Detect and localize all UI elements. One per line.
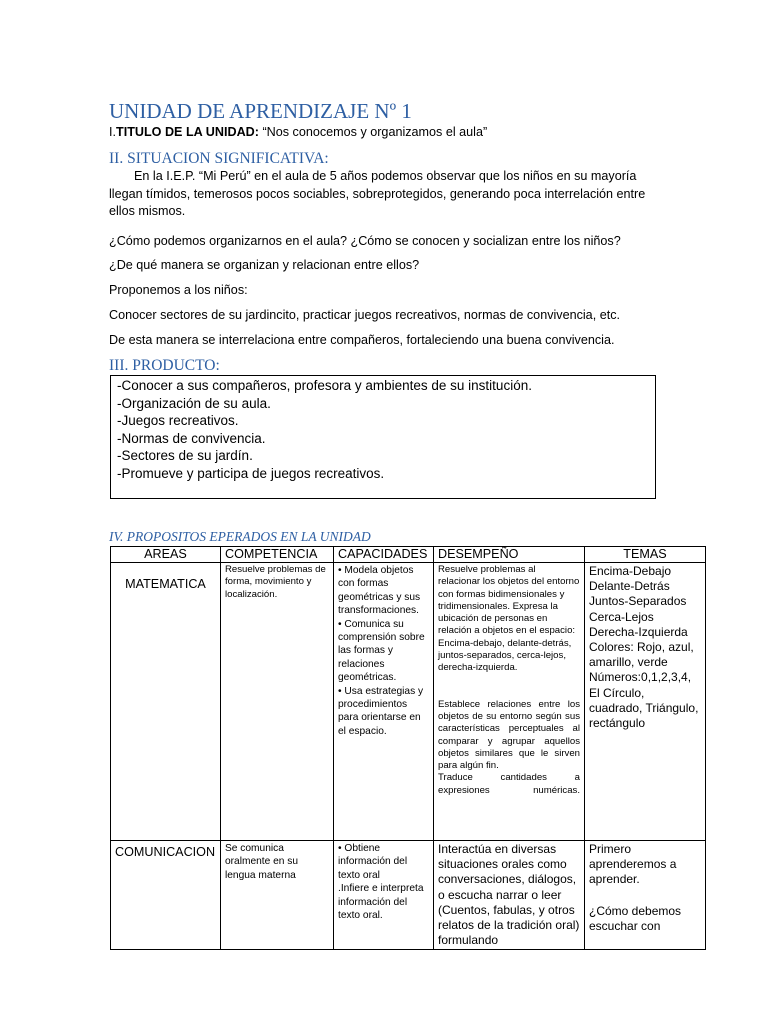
situacion-proposal: Conocer sectores de su jardincito, practicar juegos recreativos, normas de convivencia, etc. — [109, 308, 620, 322]
desempeno-cell: Interactúa en diversas situaciones orales como conversaciones, diálogos, o escucha narrar o leer (Cuentos, fabulas, y otros relatos de la tradición oral) formulando — [434, 841, 585, 950]
competencia-cell: Se comunica oralmente en su lengua materna — [221, 841, 334, 950]
subtitle-label: TITULO DE LA UNIDAD: — [116, 125, 259, 139]
capacidad-item: • Modela objetos con formas geométricas y sus transformaciones. — [338, 565, 421, 617]
competencia-cell: Resuelve problemas de forma, movimiento y localización. — [221, 563, 334, 841]
tema-item: Derecha-Izquierda — [589, 624, 688, 639]
producto-item: -Promueve y participa de juegos recreativos. — [117, 465, 385, 481]
situacion-paragraph — [109, 168, 669, 221]
capacidad-item: .Infiere e interpreta información del texto oral. — [338, 883, 424, 922]
producto-item: -Sectores de su jardín. — [117, 448, 253, 464]
section-heading-propositos: IV. PROPOSITOS EPERADOS EN LA UNIDAD — [109, 529, 371, 544]
tema-item: Colores: Rojo, azul, amarillo, verde — [589, 640, 694, 670]
tema-item: Encima-Debajo — [589, 564, 672, 578]
producto-item: -Organización de su aula. — [117, 395, 271, 411]
temas-cell — [585, 563, 706, 841]
situacion-question-2: ¿De qué manera se organizan y relacionan entre ellos? — [109, 258, 420, 272]
unit-subtitle — [109, 125, 487, 139]
unit-title: UNIDAD DE APRENDIZAJE Nº 1 — [109, 99, 412, 123]
situacion-body-text: En la I.E.P. “Mi Perú” en el aula de 5 años podemos observar que los niños en su mayoría llegan tímidos, temerosos pocos sociables, sobreprotegidos, generando poca interrelación entre ellos mismos. — [109, 169, 646, 218]
situacion-question-1: ¿Cómo podemos organizarnos en el aula? ¿Cómo se conocen y socializan entre los niños? — [109, 234, 621, 248]
subtitle-prefix: I. — [109, 125, 116, 139]
propositos-table — [110, 546, 706, 950]
tema-item: Primero aprenderemos a aprender. — [589, 842, 677, 887]
producto-box — [110, 375, 656, 499]
desempeno-text: Traduce cantidades a expresiones numéricas. — [438, 772, 580, 796]
table-row — [111, 841, 706, 950]
desempeno-cell — [434, 563, 585, 841]
tema-item: El Círculo, cuadrado, Triángulo, rectángulo — [589, 685, 699, 731]
tema-item: Números:0,1,2,3,4, — [589, 670, 692, 685]
tema-item: Delante-Detrás — [589, 579, 670, 594]
producto-item: -Juegos recreativos. — [117, 413, 239, 429]
header-areas: AREAS — [111, 547, 221, 563]
area-cell: COMUNICACION — [111, 841, 221, 950]
temas-cell — [585, 841, 706, 950]
header-capacidades: CAPACIDADES — [334, 547, 434, 563]
table-header-row — [111, 547, 706, 563]
situacion-proposal-intro: Proponemos a los niños: — [109, 283, 248, 297]
producto-item: -Normas de convivencia. — [117, 430, 266, 446]
area-cell: MATEMATICA — [111, 563, 221, 841]
producto-item: -Conocer a sus compañeros, profesora y ambientes de su institución. — [117, 378, 532, 393]
desempeno-text: Establece relaciones entre los objetos de su entorno según sus características perceptuales al comparar y agrupar aquellos objetos similares que le sirven para algún fin. — [438, 698, 580, 772]
capacidades-cell — [334, 841, 434, 950]
header-temas: TEMAS — [585, 547, 706, 563]
situacion-conclusion: De esta manera se interrelaciona entre compañeros, fortaleciendo una buena convivencia. — [109, 333, 615, 347]
table-row — [111, 563, 706, 841]
tema-item: Juntos-Separados — [589, 594, 687, 609]
section-heading-producto: III. PRODUCTO: — [109, 357, 220, 374]
section-heading-situacion: II. SITUACION SIGNIFICATIVA: — [109, 150, 329, 167]
capacidad-item: • Comunica su comprensión sobre las formas y relaciones geométricas. — [338, 618, 425, 684]
subtitle-value: “Nos conocemos y organizamos el aula” — [258, 125, 488, 139]
capacidad-item: • Usa estrategias y procedimientos para orientarse en el espacio. — [338, 685, 424, 737]
header-desempeno: DESEMPEÑO — [434, 547, 585, 563]
tema-item: Cerca-Lejos — [589, 609, 654, 624]
header-competencia: COMPETENCIA — [221, 547, 334, 563]
tema-item: ¿Cómo debemos escuchar con — [589, 903, 682, 933]
capacidades-cell — [334, 563, 434, 841]
capacidad-item: • Obtiene información del texto oral — [338, 843, 408, 881]
desempeno-text: Resuelve problemas al relacionar los objetos del entorno con formas bidimensionales y tridimensionales. Expresa la ubicación de personas en relación a objetos en el espacio: Encima-debajo, delante-detrás, juntos-separados, cerca-lejos, derecha-izquierda. — [438, 564, 580, 674]
